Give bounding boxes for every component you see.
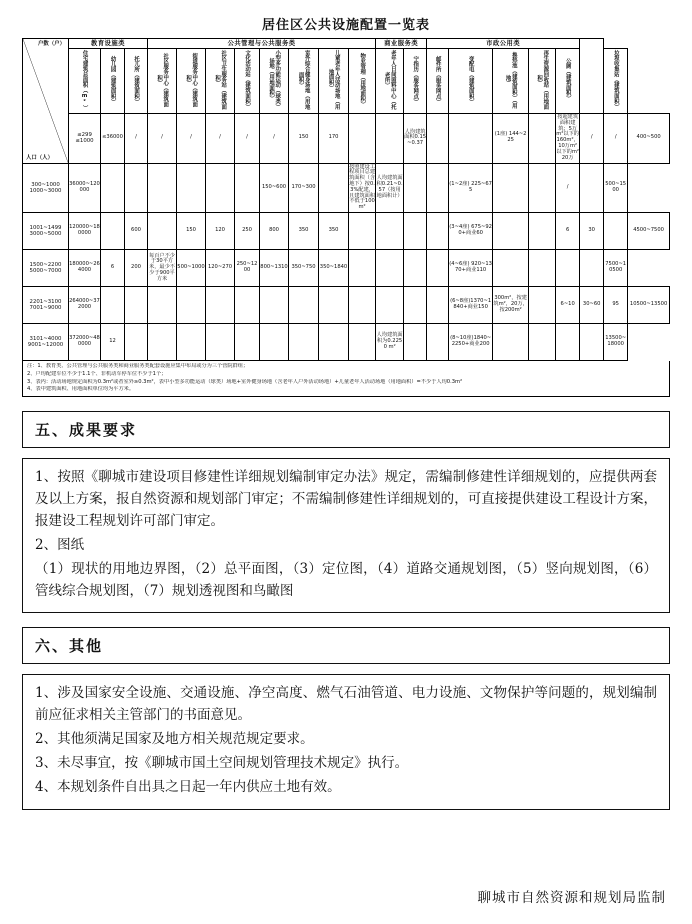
section-6-paragraph-3: 3、未尽事宜，按《聊城市国土空间规划管理技术规定》执行。 [35, 754, 409, 771]
table-cell: 170~300 [289, 163, 319, 213]
table-cell: 800 [260, 213, 289, 250]
table-cell [580, 324, 604, 361]
table-cell: / [260, 114, 289, 164]
table-column-header: 换热池（建筑面积）（用地） [493, 49, 529, 114]
table-cell: 人均建筑面积为0.2250 m² [376, 324, 404, 361]
table-cell [427, 163, 449, 213]
table-cell: (3~4座) 675~920+商业60 [449, 213, 493, 250]
table-column-header: 托儿所（建筑面积） [125, 49, 148, 114]
section-heading-5: 五、成果要求 [22, 411, 670, 448]
table-cell: 4500~7500 [628, 213, 670, 250]
table-column-header: 社区卫生服务站（建筑面积） [206, 49, 235, 114]
table-cell: (4~6座) 920~1370+商业110 [449, 250, 493, 287]
table-cell [427, 114, 449, 164]
table-cell [101, 287, 125, 324]
table-column-header: 文化活动站（建筑面积） [235, 49, 260, 114]
table-cell [349, 213, 376, 250]
table-cell: 180000~264000 [69, 250, 101, 287]
table-row-header: 300~1000 1000~3000 [23, 163, 69, 213]
table-cell [529, 163, 556, 213]
table-row-header: 1500~2200 5000~7000 [23, 250, 69, 287]
table-cell [177, 287, 206, 324]
table-row-header: 2201~3100 7001~9000 [23, 287, 69, 324]
table-column-header: 邮件所（服务网点） [427, 49, 449, 114]
table-cell: 150 [289, 114, 319, 164]
table-cell: 人均建筑面积0.15~0.37 [404, 114, 427, 164]
table-cell [493, 324, 529, 361]
table-cell: 150~600 [260, 163, 289, 213]
table-cell: 30 [580, 213, 604, 250]
table-cell [529, 250, 556, 287]
table-column-header: 儿童老年人活动场地（用地面积） [319, 49, 349, 114]
table-note-line: 注：1、教育类、公共管理与公共服务类和商业服务类配套设施应集中布局或分为三个营院群组； [27, 363, 249, 370]
table-cell: 372000~480000 [69, 324, 101, 361]
table-cell [235, 287, 260, 324]
table-cell: / [125, 114, 148, 164]
table-cell: 12 [101, 324, 125, 361]
table-cell: 6 [556, 213, 580, 250]
table-row-header: 3101~4000 9001~12000 [23, 324, 69, 361]
section-5-paragraph-2: 2、图纸 [35, 536, 85, 553]
table-cell [319, 287, 349, 324]
table-column-header: 变配电（建筑面积） [449, 49, 493, 114]
table-cell [580, 163, 604, 213]
table-cell: 120~270 [206, 250, 235, 287]
table-group-header: 教育设施类 [69, 39, 148, 49]
table-cell: 350~1840 [319, 250, 349, 287]
table-cell [376, 287, 404, 324]
table-cell [206, 287, 235, 324]
table-cell [556, 250, 580, 287]
table-cell [349, 114, 376, 164]
table-cell [148, 324, 177, 361]
table-cell [427, 213, 449, 250]
table-cell [125, 324, 148, 361]
facility-config-table [22, 38, 670, 361]
table-cell: 250 [235, 213, 260, 250]
table-cell [376, 114, 404, 164]
section-6-paragraph-1: 1、涉及国家安全设施、交通设施、净空高度、燃气石油管道、电力设施、文物保护等问题的，规划编制前应征求相关主管部门的书面意见。 [35, 685, 657, 724]
table-cell: 350~750 [289, 250, 319, 287]
table-title: 居住区公共设施配置一览表 [261, 18, 430, 33]
document-page [0, 14, 692, 924]
table-cell: 170 [319, 114, 349, 164]
table-cell: / [206, 114, 235, 164]
table-cell [376, 250, 404, 287]
table-cell [556, 324, 580, 361]
table-cell: / [604, 114, 628, 164]
table-cell: 600 [125, 213, 148, 250]
section-5-paragraph-1: 1、按照《聊城市建设项目修建性详细规划编制审定办法》规定，需编制修建性详细规划的，应提供两套及以上方案，报自然资源和规划部门审定；不需编制修建性详细规划的，可直接提供建设工程设计方案，报建设工程规划许可部门审定。 [35, 469, 657, 529]
table-cell: (8~10座)1840~2250+商业200 [449, 324, 493, 361]
table-cell: 95 [604, 287, 628, 324]
table-cell [125, 163, 148, 213]
table-cell: 400~500 [628, 114, 670, 164]
table-row-header: ≤299 ≤1000 [69, 114, 101, 164]
table-group-header [580, 39, 604, 114]
table-note-line: 2、户均配建车位不少于1.1个、非机动车停车位不少于1个； [27, 370, 167, 377]
table-cell: (1座) 144~225 [493, 114, 529, 164]
table-row [23, 250, 670, 287]
section-body-5 [22, 458, 670, 613]
table-cell: 6 [101, 250, 125, 287]
table-column-header: 垃圾收集站（建筑面积） [604, 49, 628, 114]
table-cell: 人均建筑面积0.21~0.57（按用地面积计） [376, 163, 404, 213]
table-cell: / [235, 114, 260, 164]
table-cell [404, 213, 427, 250]
table-cell [404, 287, 427, 324]
table-cell [493, 213, 529, 250]
table-cell [319, 163, 349, 213]
section-6-paragraph-2: 2、其他须满足国家及地方相关规范规定要求。 [35, 731, 314, 748]
table-cell [101, 213, 125, 250]
table-cell [529, 287, 556, 324]
table-cell [404, 250, 427, 287]
table-column-header: 住宅建筑总面积（m²） [69, 49, 101, 114]
table-cell [148, 213, 177, 250]
table-cell: 200 [125, 250, 148, 287]
table-cell [529, 213, 556, 250]
table-cell [427, 287, 449, 324]
table-cell: 150 [177, 213, 206, 250]
table-corner-header: 户数（户） 人口（人） [23, 39, 69, 164]
table-cell [376, 213, 404, 250]
section-body-6 [22, 674, 670, 809]
table-cell [349, 287, 376, 324]
table-cell [529, 114, 556, 164]
table-cell [177, 163, 206, 213]
table-cell [493, 163, 529, 213]
table-cell: 7500~10500 [604, 250, 628, 287]
table-cell [206, 324, 235, 361]
table-cell [427, 250, 449, 287]
table-cell [529, 324, 556, 361]
table-cell: (1~2座) 225~675 [449, 163, 493, 213]
table-cell [580, 250, 604, 287]
table-cell [404, 163, 427, 213]
table-cell [404, 324, 427, 361]
table-notes [22, 361, 670, 397]
table-column-header: 社区服务中心（建筑面积） [148, 49, 177, 114]
table-column-header: 再生资源回收站（用地面积） [529, 49, 556, 114]
table-cell [319, 324, 349, 361]
table-cell [206, 163, 235, 213]
table-column-header: 公厕（建筑面积） [556, 49, 580, 114]
table-row [23, 287, 670, 324]
table-row [23, 213, 670, 250]
table-cell: ≤36000 [101, 114, 125, 164]
table-column-header: 小型多功能运动（球类）场地（用地面积） [260, 49, 289, 114]
table-cell [125, 287, 148, 324]
table-cell: / [148, 114, 177, 164]
table-cell: 500~1000 [177, 250, 206, 287]
table-cell: (6~8座)1370~1840+商业150 [449, 287, 493, 324]
table-cell: 250~1200 [235, 250, 260, 287]
table-cell [101, 163, 125, 213]
table-row [23, 163, 670, 213]
table-cell: / [177, 114, 206, 164]
table-cell [604, 213, 628, 250]
table-cell [289, 287, 319, 324]
table-cell [235, 163, 260, 213]
table-group-header: 市政公用类 [427, 39, 580, 49]
section-6-paragraph-4: 4、本规划条件自出具之日起一年内供应土地有效。 [35, 778, 341, 795]
config-table-block [22, 14, 670, 397]
table-group-header: 公共管理与公共服务类 [148, 39, 376, 49]
table-cell [449, 114, 493, 164]
table-column-header: 室外综合健身场地（用地面积） [289, 49, 319, 114]
table-cell [349, 250, 376, 287]
table-cell: 按超建筑面积建筑；5万m²以下的160m²，10万m²以下的m²20万 [556, 114, 580, 164]
table-column-header: 幼儿园（建筑面积） [101, 49, 125, 114]
table-cell: 120 [206, 213, 235, 250]
table-cell: 500~1500 [604, 163, 628, 213]
table-cell [427, 324, 449, 361]
table-cell: 30~60 [580, 287, 604, 324]
section-heading-6: 六、其他 [22, 627, 670, 664]
issuer-signature: 聊城市自然资源和规划局监制 [477, 890, 666, 906]
section-5-paragraph-3: （1）现状的用地边界图，（2）总平面图，（3）定位图，（4）道路交通规划图，（5）竖向规划图，（6）管线综合规划图，（7）规划透视图和鸟瞰图 [35, 560, 657, 599]
table-cell: / [580, 114, 604, 164]
table-cell [148, 287, 177, 324]
table-cell: 264000~372000 [69, 287, 101, 324]
table-cell: 300m²，按建筑m²，20万，按200m² [493, 287, 529, 324]
table-cell [148, 163, 177, 213]
table-column-header: 街道服务中心（建筑面积） [177, 49, 206, 114]
table-cell: / [556, 163, 580, 213]
table-note-line: 4、表中建筑面积、用地面积单位均为平方米。 [27, 386, 135, 393]
table-column-header: 老年人日间照料中心（托老所） [376, 49, 404, 114]
table-cell [349, 324, 376, 361]
table-row [23, 114, 670, 164]
table-column-header: 宁指历（服务网点） [404, 49, 427, 114]
table-cell: 6~10 [556, 287, 580, 324]
table-row [23, 324, 670, 361]
table-cell: 36000~120000 [69, 163, 101, 213]
table-cell: 350 [289, 213, 319, 250]
table-column-header: 物业管理（用地面积） [349, 49, 376, 114]
table-cell: 10500~13500 [628, 287, 670, 324]
table-cell: 13500~18000 [604, 324, 628, 361]
table-cell: 按照建设工程项目总建筑面积（含地下）按0.3%配建，且建筑面积不低于100m² [349, 163, 376, 213]
table-cell: 每百户不少于30平方米，最少不少于900平方米 [148, 250, 177, 287]
table-note-line: 3、表内：活动场地规定面积为0.3m²或者室外≥0.3m²，表中小型多功能运动（球类）场地+室外健身场地（含老年人户外活动场地）+儿童老年人活动场地（用地面积）=不少于人均0.3m² [27, 378, 463, 385]
table-cell [177, 324, 206, 361]
table-cell [260, 324, 289, 361]
table-cell [235, 324, 260, 361]
table-cell [289, 324, 319, 361]
table-cell: 800~1310 [260, 250, 289, 287]
table-group-header: 商业服务类 [376, 39, 427, 49]
table-cell: 120000~180000 [69, 213, 101, 250]
table-cell [260, 287, 289, 324]
table-row-header: 1001~1499 3000~5000 [23, 213, 69, 250]
table-cell [493, 250, 529, 287]
table-cell: 350 [319, 213, 349, 250]
